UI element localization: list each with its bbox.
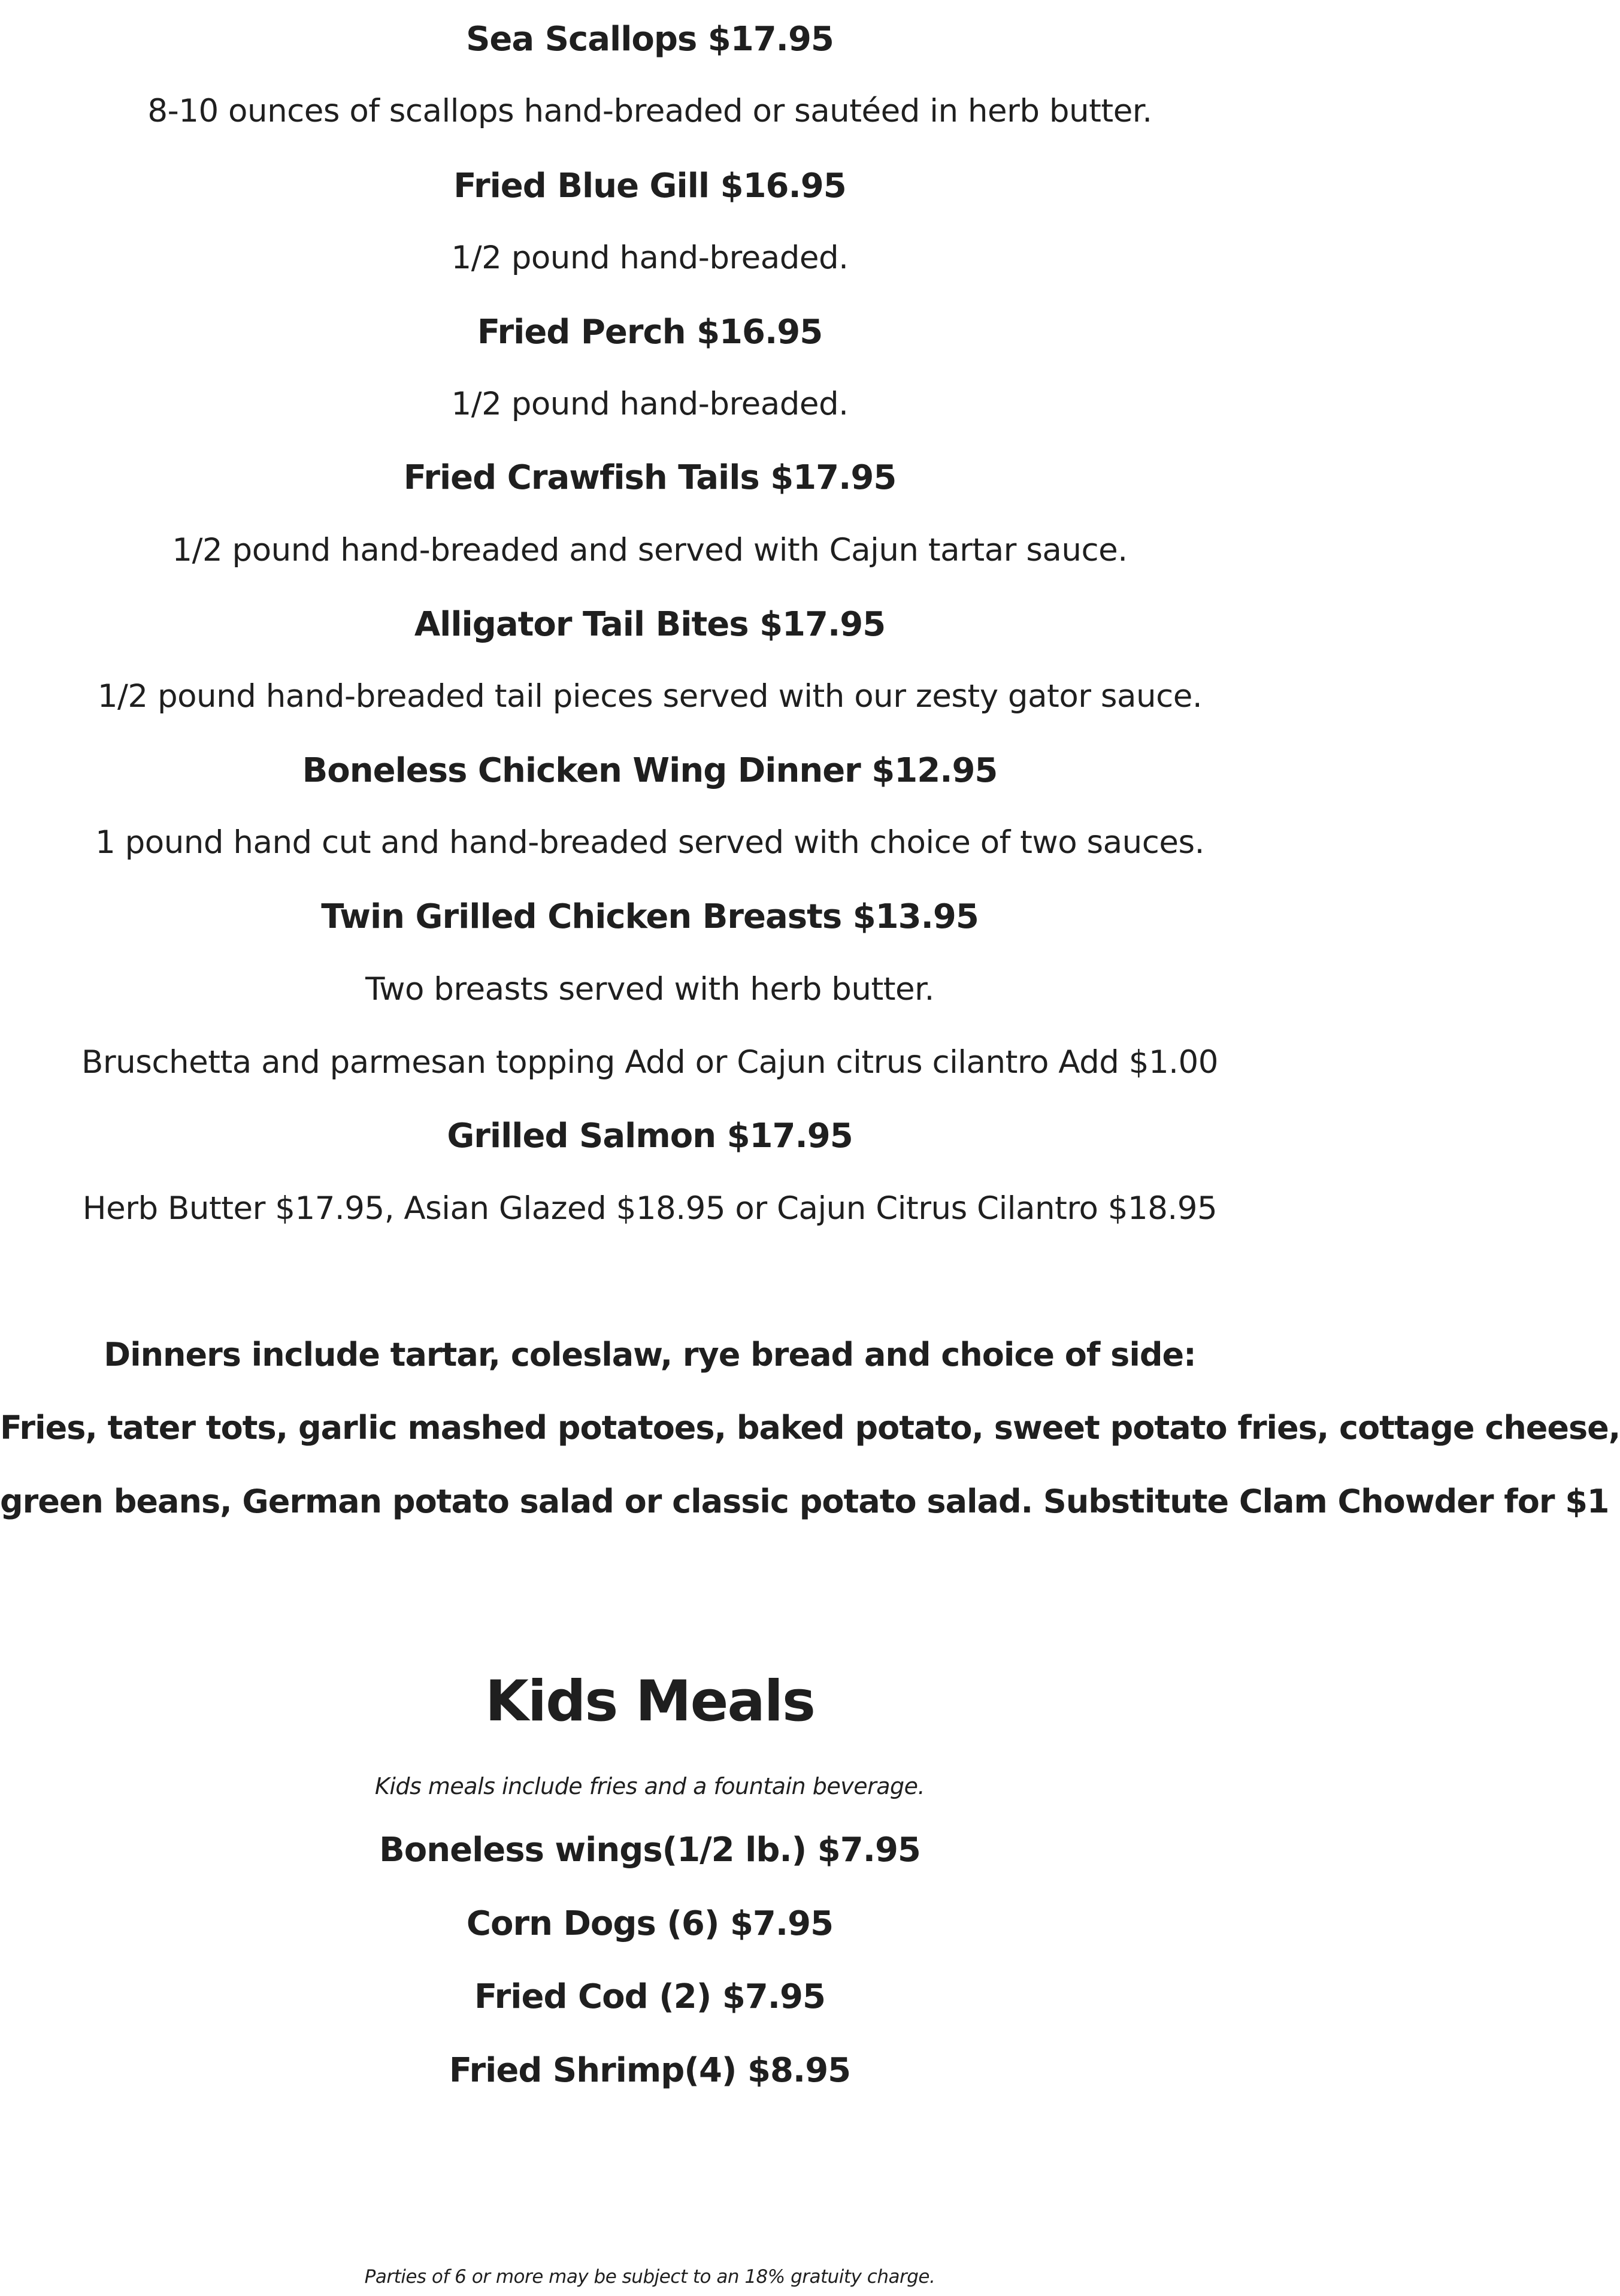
item-title-twin-grilled-chicken-breasts: Twin Grilled Chicken Breasts $13.95 (321, 897, 979, 936)
item-desc-sea-scallops: 8-10 ounces of scallops hand-breaded or sautéed in herb butter. (147, 93, 1152, 129)
kids-meals-note: Kids meals include fries and a fountain beverage. (374, 1773, 925, 1799)
item-desc-boneless-chicken-wing-dinner: 1 pound hand cut and hand-breaded served with choice of two sauces. (95, 824, 1204, 861)
item-title-fried-crawfish-tails: Fried Crawfish Tails $17.95 (403, 458, 897, 497)
item-desc-fried-blue-gill: 1/2 pound hand-breaded. (451, 240, 849, 276)
item-title-sea-scallops: Sea Scallops $17.95 (466, 20, 834, 59)
kids-item-corn-dogs: Corn Dogs (6) $7.95 (466, 1904, 834, 1943)
item-desc-twin-grilled-chicken-breasts: Two breasts served with herb butter. (365, 971, 934, 1008)
item-desc-grilled-salmon: Herb Butter $17.95, Asian Glazed $18.95 or Cajun Citrus Cilantro $18.95 (82, 1190, 1218, 1227)
item-title-grilled-salmon: Grilled Salmon $17.95 (447, 1117, 853, 1155)
kids-item-fried-shrimp: Fried Shrimp(4) $8.95 (449, 2051, 851, 2090)
item-addon-twin-grilled-chicken-breasts: Bruschetta and parmesan topping Add or Cajun citrus cilantro Add $1.00 (81, 1044, 1218, 1081)
kids-item-fried-cod: Fried Cod (2) $7.95 (474, 1977, 825, 2016)
dinner-includes-heading: Dinners include tartar, coleslaw, rye bread and choice of side: (104, 1336, 1196, 1374)
dinner-sides-line-1: Fries, tater tots, garlic mashed potatoes, baked potato, sweet potato fries, cottage cheese, (0, 1409, 1620, 1447)
item-title-boneless-chicken-wing-dinner: Boneless Chicken Wing Dinner $12.95 (302, 751, 998, 790)
item-title-fried-blue-gill: Fried Blue Gill $16.95 (453, 167, 846, 205)
gratuity-note: Parties of 6 or more may be subject to an 18% gratuity charge. (364, 2266, 935, 2288)
item-title-fried-perch: Fried Perch $16.95 (477, 313, 823, 352)
item-desc-fried-perch: 1/2 pound hand-breaded. (451, 386, 849, 422)
item-desc-fried-crawfish-tails: 1/2 pound hand-breaded and served with Cajun tartar sauce. (172, 532, 1128, 568)
item-title-alligator-tail-bites: Alligator Tail Bites $17.95 (414, 605, 886, 644)
kids-item-boneless-wings: Boneless wings(1/2 lb.) $7.95 (379, 1831, 920, 1870)
kids-meals-title: Kids Meals (485, 1669, 814, 1734)
dinner-sides-line-2: green beans, German potato salad or classic potato salad. Substitute Clam Chowder for $1 (0, 1483, 1609, 1520)
item-desc-alligator-tail-bites: 1/2 pound hand-breaded tail pieces served with our zesty gator sauce. (97, 678, 1203, 715)
